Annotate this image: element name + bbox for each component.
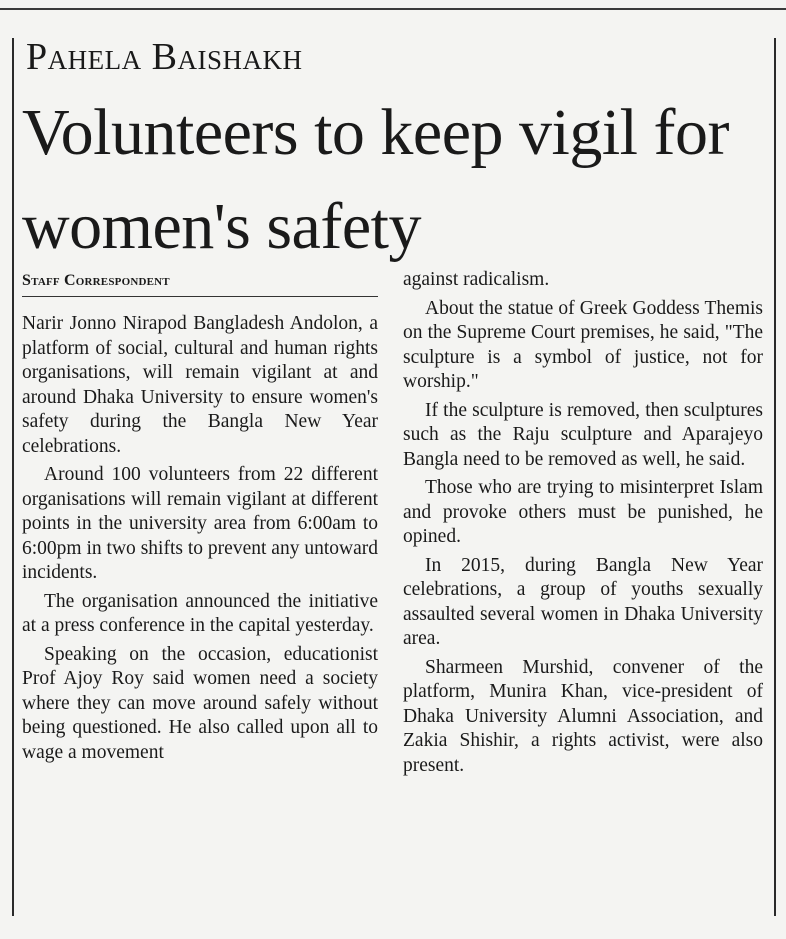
paragraph: Narir Jonno Nirapod Bangladesh Andolon, a platform of social, cultural and human rights organisations, will remain vigilant at and around Dhaka University to ensure women's safety during the Bangla New Year celebrations. [22,313,378,457]
paragraph: Sharmeen Murshid, convener of the platform, Munira Khan, vice-president of Dhaka University Alumni Association, and Zakia Shishir, a rights activist, were also present. [403,656,763,776]
paragraph: Those who are trying to misinterpret Islam and provoke others must be punished, he opined. [403,477,763,547]
section-kicker: Pahela Baishakh [26,36,303,78]
headline: Volunteers to keep vigil for women's safety [22,96,729,263]
paragraph: The organisation announced the initiative at a press conference in the capital yesterday. [22,590,378,636]
byline-rule [22,296,378,297]
left-border-rule [12,38,14,916]
paragraph: In 2015, during Bangla New Year celebrations, a group of youths sexually assaulted several women in Dhaka University area. [403,554,763,649]
paragraph: Speaking on the occasion, educationist Prof Ajoy Roy said women need a society where they can move around safely without being questioned. He also called upon all to wage a movement [22,643,378,763]
right-border-rule [774,38,776,916]
paragraph: If the sculpture is removed, then sculptures such as the Raju sculpture and Aparajeyo Bangla need to be removed as well, he said. [403,399,763,470]
article-column-1 [22,312,378,769]
top-rule [0,8,786,10]
paragraph: About the statue of Greek Goddess Themis on the Supreme Court premises, he said, "The sculpture is a symbol of justice, not for worship." [403,297,763,392]
paragraph-continued: against radicalism. [403,269,550,290]
paragraph: Around 100 volunteers from 22 different organisations will remain vigilant at different points in the university area from 6:00am to 6:00pm in two shifts to prevent any untoward incidents. [22,464,378,583]
byline: Staff Correspondent [22,272,170,289]
article-column-2 [403,268,763,782]
